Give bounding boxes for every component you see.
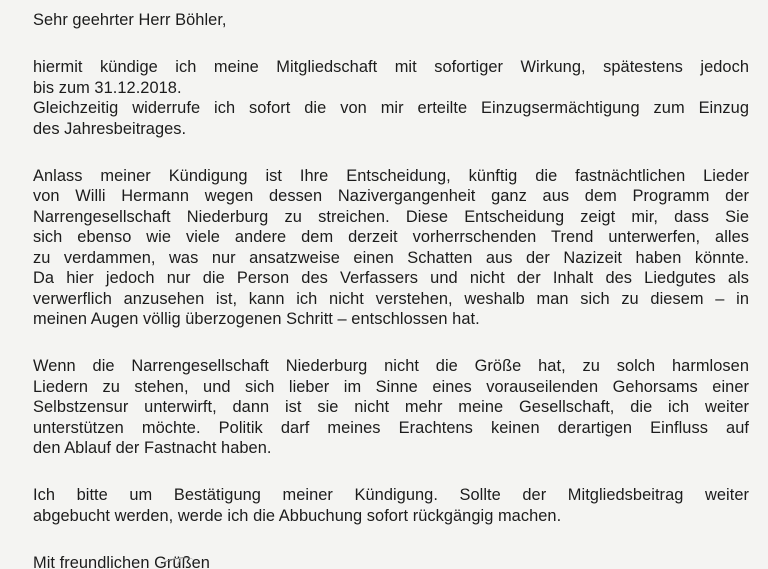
blank-line (33, 526, 749, 547)
paragraph-line: Liedern zu stehen, und sich lieber im Sinne eines vorauseilenden Gehorsams einer (33, 377, 749, 396)
paragraph-termination (33, 57, 749, 139)
paragraph-line: Narrengesellschaft Niederburg zu streichen. Diese Entscheidung zeigt mir, dass Sie (33, 207, 749, 226)
paragraph-line: hiermit kündige ich meine Mitgliedschaft mit sofortiger Wirkung, spätestens jedoch (33, 58, 749, 76)
paragraph-line: Gleichzeitig widerrufe ich sofort die von mir erteilte Einzugsermächtigung zum Einzug (33, 99, 749, 117)
paragraph-line: meinen Augen völlig überzogenen Schritt – entschlossen hat. (33, 310, 480, 328)
blank-line (33, 31, 749, 52)
paragraph-line: den Ablauf der Fastnacht haben. (33, 439, 272, 457)
paragraph-line: sich ebenso wie viele andere dem derzeit vorherrschenden Trend unterwerfen, alles (33, 228, 749, 246)
paragraph-line: Wenn die Narrengesellschaft Niederburg nicht die Größe hat, zu solch harmlosen (33, 357, 749, 375)
paragraph-line: unterstützen möchte. Politik darf meines Erachtens keinen derartigen Einfluss auf (33, 418, 749, 437)
paragraph-line: von Willi Hermann wegen dessen Nazivergangenheit ganz aus dem Programm der (33, 187, 749, 205)
blank-line (33, 330, 749, 351)
letter-body (33, 10, 749, 569)
salutation: Sehr geehrter Herr Böhler, (33, 11, 227, 29)
paragraph-line: des Jahresbeitrages. (33, 119, 187, 138)
paragraph-line: zu verdammen, was nur ansatzweise einen Schatten aus der Nazizeit haben könnte. (33, 248, 749, 267)
paragraph-line: abgebucht werden, werde ich die Abbuchung sofort rückgängig machen. (33, 506, 562, 525)
paragraph-criticism (33, 356, 749, 459)
paragraph-reason (33, 166, 749, 330)
blank-line (33, 459, 749, 480)
paragraph-line: Anlass meiner Kündigung ist Ihre Entscheidung, künftig die fastnächtlichen Lieder (33, 166, 749, 185)
paragraph-line: verwerflich anzusehen ist, kann ich nicht verstehen, weshalb man sich zu diesem – in (33, 289, 749, 308)
paragraph-line: Ich bitte um Bestätigung meiner Kündigung. Sollte der Mitgliedsbeitrag weiter (33, 486, 749, 504)
closing: Mit freundlichen Grüßen (33, 553, 210, 569)
paragraph-line: bis zum 31.12.2018. (33, 78, 182, 97)
paragraph-line: Selbstzensur unterwirft, dann ist sie nicht mehr meine Gesellschaft, die ich weiter (33, 398, 749, 416)
paragraph-line: Da hier jedoch nur die Person des Verfassers und nicht der Inhalt des Liedgutes als (33, 269, 749, 287)
paragraph-confirmation (33, 485, 749, 526)
blank-line (33, 139, 749, 160)
